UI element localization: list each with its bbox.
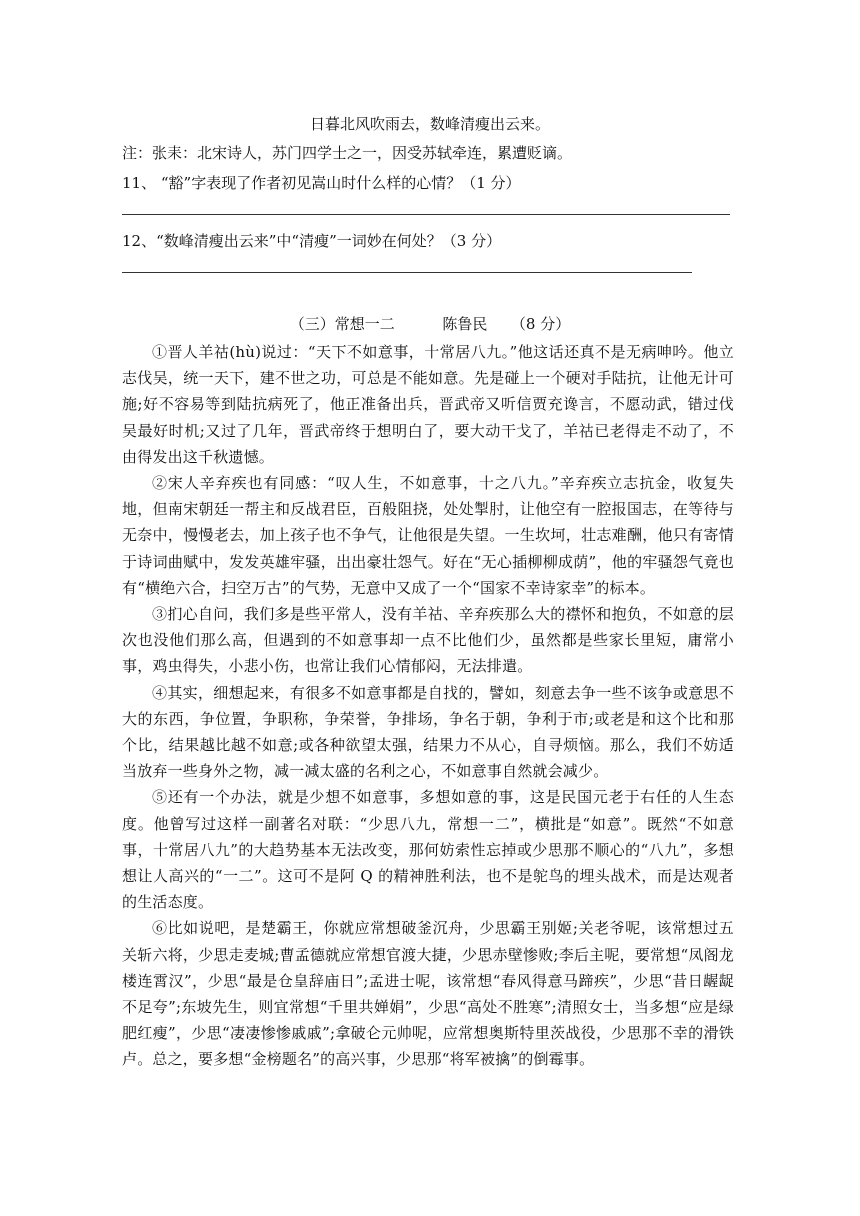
section-author: 陈鲁民 bbox=[442, 315, 488, 333]
paragraph-1: ①晋人羊祜(hù)说过：“天下不如意事，十常居八九。”他这话还真不是无病呻吟。他立志伐吴，统一天下，建不世之功，可总是不能如意。先是碰上一个硬对手陆抗，让他无计可施;好不容易等到陆抗病死了，他正准备出兵，晋武帝又听信贾充谗言，不愿动武，错过伐吴最好时机;又过了几年，晋武帝终于想明白了，要大动干戈了，羊祜已老得走不动了，不由得发出这千秋遗憾。 bbox=[122, 343, 734, 466]
paragraph-6: ⑥比如说吧，是楚霸王，你就应常想破釜沉舟，少思霸王别姬;关老爷呢，该常想过五关斩六将，少思走麦城;曹孟德就应常想官渡大捷，少思赤壁惨败;李后主呢，要常想“凤阁龙楼连霄汉”，少思“最是仓皇辞庙日”;孟进士呢，该常想“春风得意马蹄疾”，少思“昔日龌龊不足夸”;东坡先生，则宜常想“千里共婵娟”，少思“高处不胜寒”;清照女士，当多想“应是绿肥红瘦”，少思“凄凄惨惨戚戚”;拿破仑元帅呢，应常想奥斯特里茨战役，少思那不幸的滑铁卢。总之，要多想“金榜题名”的高兴事，少思那“将军被擒”的倒霉事。 bbox=[122, 919, 734, 1069]
paragraph-3: ③扪心自问，我们多是些平常人，没有羊祜、辛弃疾那么大的襟怀和抱负，不如意的层次也没他们那么高，但遇到的不如意事却一点不比他们少，虽然都是些家长里短，庸常小事，鸡虫得失，小悲小伤，也常让我们心情郁闷，无法排遣。 bbox=[122, 605, 734, 676]
poem-line: 日暮北风吹雨去，数峰清瘦出云来。 bbox=[309, 115, 550, 133]
answer-line-12 bbox=[122, 272, 692, 273]
paragraph-4: ④其实，细想起来，有很多不如意事都是自找的，譬如，刻意去争一些不该争或意思不大的东西，争位置，争职称，争荣誉，争排场，争名于朝，争利于市;或老是和这个比和那个比，结果越比越不如意;或各种欲望太强，结果力不从心，自寻烦恼。那么，我们不妨适当放弃一些身外之物，减一减太盛的名利之心，不如意事自然就会减少。 bbox=[122, 683, 734, 781]
question-11: 11、 “豁”字表现了作者初见嵩山时什么样的心情？（1 分） bbox=[122, 174, 521, 192]
section-title bbox=[0, 313, 860, 335]
essay-body bbox=[122, 339, 734, 1073]
paragraph-5: ⑤还有一个办法，就是少想不如意事，多想如意的事，这是民国元老于右任的人生态度。他曾写过这样一副著名对联：“少思八九，常想一二”，横批是“如意”。既然“不如意事，十常居八九”的大趋势基本无法改变，那何妨索性忘掉或少思那不顺心的“八九”，多想想让人高兴的“一二”。这可不是阿 Q 的精神胜利法，也不是鸵鸟的埋头战术，而是达观者的生活态度。 bbox=[122, 788, 734, 912]
paragraph-2: ②宋人辛弃疾也有同感：“叹人生，不如意事，十之八九。”辛弃疾立志抗金，收复失地，但南宋朝廷一帮主和反战君臣，百般阻挠，处处掣肘，让他空有一腔报国志，在等待与无奈中，慢慢老去，加上孩子也不争气，让他很是失望。一生坎坷，壮志难酬，他只有寄情于诗词曲赋中，发发英雄牢骚，出出豪壮怨气。好在“无心插柳柳成荫”，他的牢骚怨气竟也有“横绝六合，扫空万古”的气势，无意中又成了一个“国家不幸诗家幸”的标本。 bbox=[122, 474, 734, 597]
annotation-note: 注：张耒：北宋诗人，苏门四学士之一，因受苏轼牵连，累遭贬谪。 bbox=[122, 144, 573, 162]
answer-line-11 bbox=[122, 214, 730, 215]
section-heading: （三）常想一二 bbox=[289, 315, 395, 333]
section-score: （8 分） bbox=[510, 315, 571, 333]
question-12: 12、“数峰清瘦出云来”中“清瘦”一词妙在何处？（3 分） bbox=[122, 232, 502, 250]
